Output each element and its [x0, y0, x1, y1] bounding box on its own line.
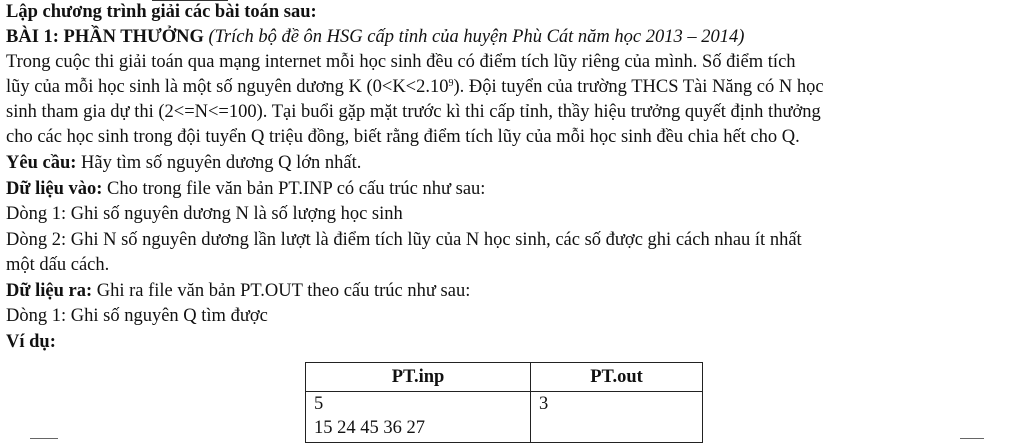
requirement-label: Yêu cầu:	[6, 153, 77, 173]
example-table	[305, 362, 703, 443]
input-line-1: Dòng 1: Ghi số nguyên dương N là số lượng học sinh	[6, 204, 403, 224]
input-section	[6, 178, 485, 200]
output-line-1: Dòng 1: Ghi số nguyên Q tìm được	[6, 306, 268, 326]
exponent: 9	[448, 78, 454, 89]
description-line-1: Trong cuộc thi giải toán qua mạng internet mỗi học sinh đều có điểm tích lũy riêng của mình. Số điểm tích	[6, 52, 796, 72]
problem-label: BÀI 1: PHẦN THƯỞNG	[6, 27, 204, 47]
requirement-text: Hãy tìm số nguyên dương Q lớn nhất.	[76, 153, 362, 173]
table-row	[306, 392, 703, 443]
bottom-mark-right	[960, 438, 984, 439]
requirement	[6, 152, 361, 174]
problem-title	[6, 26, 744, 48]
out-cell	[531, 392, 703, 443]
example-label: Ví dụ:	[6, 332, 56, 352]
description-line-2a: lũy của mỗi học sinh là một số nguyên dương K (0<K<2.10	[6, 77, 449, 97]
input-line-2b: một dấu cách.	[6, 255, 110, 275]
description-line-2	[6, 76, 824, 98]
output-text: Ghi ra file văn bản PT.OUT theo cấu trúc như sau:	[92, 281, 471, 301]
out-line-1: 3	[539, 394, 549, 414]
table-header-row	[306, 363, 703, 392]
input-line-2a: Dòng 2: Ghi N số nguyên dương lần lượt là điểm tích lũy của N học sinh, các số được ghi cách nhau ít nhất	[6, 230, 802, 250]
header-pt-out: PT.out	[531, 363, 703, 392]
heading: Lập chương trình giải các bài toán sau:	[6, 2, 317, 22]
input-label: Dữ liệu vào:	[6, 179, 103, 199]
inp-line-2: 15 24 45 36 27	[314, 418, 425, 438]
inp-cell	[306, 392, 531, 443]
output-label: Dữ liệu ra:	[6, 281, 93, 301]
problem-source: (Trích bộ đề ôn HSG cấp tỉnh của huyện Phù Cát năm học 2013 – 2014)	[208, 27, 745, 47]
input-text: Cho trong file văn bản PT.INP có cấu trúc như sau:	[102, 179, 486, 199]
inp-line-1: 5	[314, 394, 324, 414]
bottom-mark-left	[30, 438, 58, 439]
description-line-4: cho các học sinh trong đội tuyển Q triệu đồng, biết rằng điểm tích lũy của mỗi học sinh đều chia hết cho Q.	[6, 127, 800, 147]
description-line-2b: ). Đội tuyển của trường THCS Tài Năng có N học	[453, 77, 824, 97]
header-pt-inp: PT.inp	[306, 363, 531, 392]
output-section	[6, 280, 470, 302]
description-line-3: sinh tham gia dự thi (2<=N<=100). Tại buổi gặp mặt trước kì thi cấp tỉnh, thầy hiệu trưởng quyết định thưởng	[6, 102, 821, 122]
